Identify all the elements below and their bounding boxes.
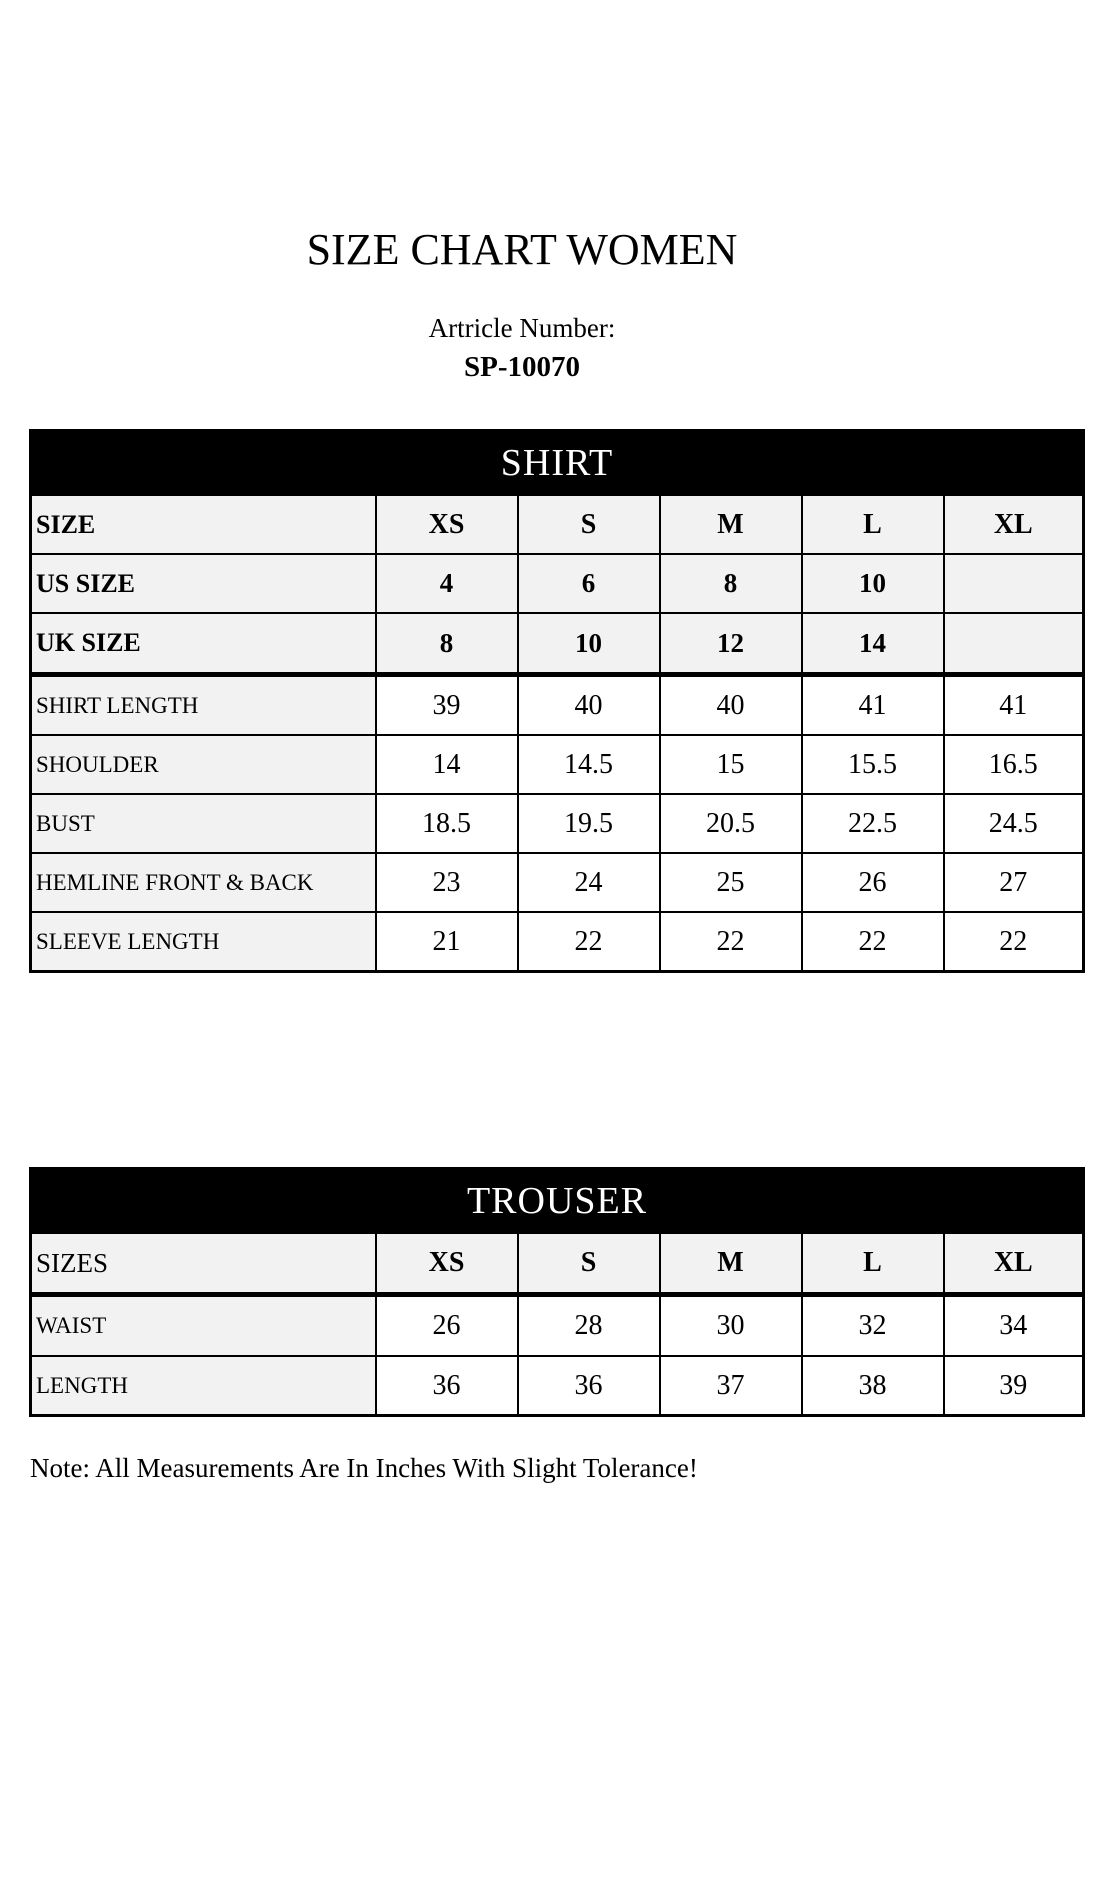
article-number-label: Artricle Number: (428, 313, 616, 343)
table-row (31, 1233, 1084, 1295)
row-label-uk-size: UK SIZE (31, 613, 376, 675)
size-col-header: M (660, 495, 802, 554)
size-col-header: XL (944, 495, 1084, 554)
table-cell: 34 (944, 1295, 1084, 1357)
table-cell: 10 (518, 613, 660, 675)
table-row (31, 794, 1084, 853)
table-cell: 15.5 (802, 735, 944, 794)
table-cell: 22 (802, 912, 944, 972)
table-cell-empty (944, 613, 1084, 675)
table-cell: 10 (802, 554, 944, 613)
table-row (31, 495, 1084, 554)
row-label-hemline: HEMLINE FRONT & BACK (31, 853, 376, 912)
table-row (31, 675, 1084, 736)
row-label-waist: WAIST (31, 1295, 376, 1357)
table-cell: 12 (660, 613, 802, 675)
table-cell: 22.5 (802, 794, 944, 853)
size-col-header: XL (944, 1233, 1084, 1295)
table-row (31, 853, 1084, 912)
table-cell: 36 (518, 1356, 660, 1416)
table-cell: 32 (802, 1295, 944, 1357)
table-cell: 40 (518, 675, 660, 736)
table-row (31, 912, 1084, 972)
table-cell: 38 (802, 1356, 944, 1416)
row-label-sizes: SIZES (31, 1233, 376, 1295)
heading-block (0, 225, 1044, 385)
row-label-sleeve-length: SLEEVE LENGTH (31, 912, 376, 972)
row-label-size: SIZE (31, 495, 376, 554)
table-cell: 41 (802, 675, 944, 736)
row-label-us-size: US SIZE (31, 554, 376, 613)
table-cell: 28 (518, 1295, 660, 1357)
table-cell: 26 (376, 1295, 518, 1357)
table-cell: 25 (660, 853, 802, 912)
table-cell: 41 (944, 675, 1084, 736)
table-cell: 24 (518, 853, 660, 912)
table-cell: 22 (944, 912, 1084, 972)
size-col-header: M (660, 1233, 802, 1295)
table-cell: 19.5 (518, 794, 660, 853)
table-row (31, 735, 1084, 794)
table-cell: 6 (518, 554, 660, 613)
shirt-table-title: SHIRT (31, 431, 1084, 496)
row-label-bust: BUST (31, 794, 376, 853)
table-cell: 21 (376, 912, 518, 972)
table-cell: 18.5 (376, 794, 518, 853)
article-number-value: SP-10070 (464, 351, 580, 384)
trouser-table-title-row (31, 1169, 1084, 1234)
table-cell: 26 (802, 853, 944, 912)
table-cell: 36 (376, 1356, 518, 1416)
table-cell: 16.5 (944, 735, 1084, 794)
table-cell: 39 (944, 1356, 1084, 1416)
table-cell: 14 (376, 735, 518, 794)
table-cell: 24.5 (944, 794, 1084, 853)
table-cell: 8 (376, 613, 518, 675)
size-col-header: S (518, 495, 660, 554)
table-cell: 22 (660, 912, 802, 972)
table-cell: 22 (518, 912, 660, 972)
size-col-header: XS (376, 1233, 518, 1295)
table-cell: 23 (376, 853, 518, 912)
row-label-shirt-length: SHIRT LENGTH (31, 675, 376, 736)
table-row (31, 554, 1084, 613)
size-col-header: L (802, 1233, 944, 1295)
table-cell: 40 (660, 675, 802, 736)
row-label-shoulder: SHOULDER (31, 735, 376, 794)
table-row (31, 1295, 1084, 1357)
table-cell: 8 (660, 554, 802, 613)
table-cell: 27 (944, 853, 1084, 912)
table-row (31, 1356, 1084, 1416)
table-cell-empty (944, 554, 1084, 613)
size-col-header: XS (376, 495, 518, 554)
table-cell: 37 (660, 1356, 802, 1416)
trouser-table-title: TROUSER (31, 1169, 1084, 1234)
table-cell: 14.5 (518, 735, 660, 794)
size-col-header: L (802, 495, 944, 554)
measurements-note: Note: All Measurements Are In Inches With Slight Tolerance! (30, 1453, 698, 1484)
table-cell: 4 (376, 554, 518, 613)
table-cell: 30 (660, 1295, 802, 1357)
table-cell: 20.5 (660, 794, 802, 853)
size-col-header: S (518, 1233, 660, 1295)
page-title: SIZE CHART WOMEN (306, 225, 738, 274)
trouser-size-table (29, 1167, 1085, 1417)
table-cell: 14 (802, 613, 944, 675)
shirt-size-table (29, 429, 1085, 973)
row-label-length: LENGTH (31, 1356, 376, 1416)
table-cell: 39 (376, 675, 518, 736)
table-row (31, 613, 1084, 675)
shirt-table-title-row (31, 431, 1084, 496)
table-cell: 15 (660, 735, 802, 794)
